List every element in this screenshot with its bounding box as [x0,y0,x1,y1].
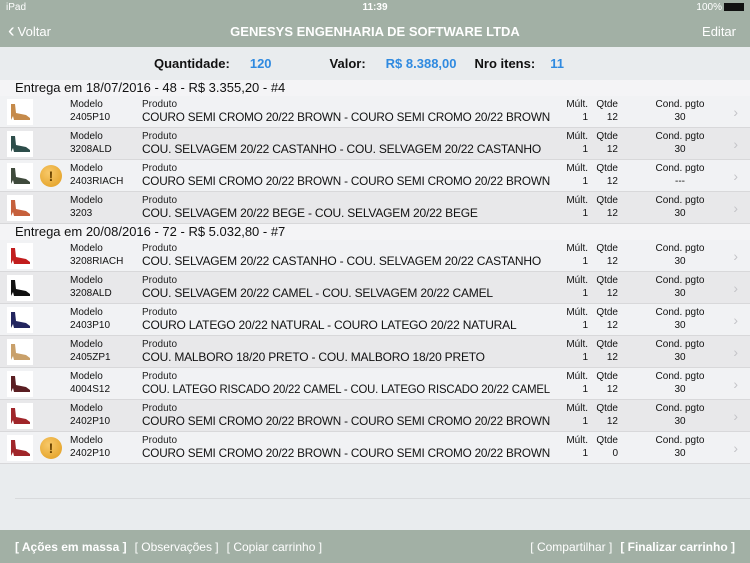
shoe-icon [8,278,32,298]
model-label: Modelo [70,307,103,318]
payment-label: Cond. pgto [655,403,705,414]
shoe-thumbnail [7,275,33,301]
payment-value: 30 [674,416,686,427]
qty-label: Qtde [596,371,618,382]
observations-button[interactable]: [ Observações ] [134,539,219,554]
chevron-right-icon: › [733,408,738,424]
product-label: Produto [142,163,178,174]
chevron-right-icon: › [733,312,738,328]
table-row[interactable] [0,304,750,336]
qty-value: 12 [606,176,618,187]
product-label: Produto [142,195,178,206]
mult-value: 1 [582,416,588,427]
shoe-icon [8,374,32,394]
summary-bar [0,47,750,80]
delivery-section-header: Entrega em 20/08/2016 - 72 - R$ 5.032,80 - #7 [0,224,750,240]
qty-label: Qtde [596,195,618,206]
model-label: Modelo [70,99,103,110]
payment-label: Cond. pgto [655,131,705,142]
product-label: Produto [142,403,178,414]
qty-value: 12 [606,384,618,395]
value-label: Valor: [329,56,366,71]
chevron-right-icon: › [733,280,738,296]
model-label: Modelo [70,403,103,414]
shoe-icon [8,406,32,426]
product-value: COURO LATEGO 20/22 NATURAL - COURO LATEGO 20/22 NATURAL [142,318,517,332]
mult-label: Múlt. [566,275,588,286]
mult-label: Múlt. [566,195,588,206]
qty-label: Qtde [596,435,618,446]
product-label: Produto [142,99,178,110]
mult-label: Múlt. [566,339,588,350]
payment-label: Cond. pgto [655,339,705,350]
chevron-right-icon: › [733,136,738,152]
chevron-right-icon: › [733,168,738,184]
model-value: 2403P10 [70,320,111,331]
model-value: 2405ZP1 [70,352,111,363]
shoe-icon [8,198,32,218]
qty-label: Qtde [596,339,618,350]
share-button[interactable]: [ Compartilhar ] [530,539,613,554]
chevron-right-icon: › [733,104,738,120]
shoe-thumbnail [7,99,33,125]
shoe-icon [8,166,32,186]
mult-label: Múlt. [566,307,588,318]
payment-label: Cond. pgto [655,435,705,446]
qty-label: Qtde [596,307,618,318]
table-row[interactable] [0,128,750,160]
mult-label: Múlt. [566,371,588,382]
model-label: Modelo [70,339,103,350]
payment-label: Cond. pgto [655,371,705,382]
product-value: COURO SEMI CROMO 20/22 BROWN - COURO SEMI CROMO 20/22 BROWN [142,110,550,124]
edit-button[interactable]: Editar [702,23,736,39]
product-label: Produto [142,371,178,382]
shoe-thumbnail [7,307,33,333]
mult-label: Múlt. [566,435,588,446]
model-value: 2402P10 [70,416,111,427]
qty-label: Qtde [596,131,618,142]
model-label: Modelo [70,163,103,174]
table-row[interactable] [0,336,750,368]
payment-label: Cond. pgto [655,163,705,174]
qty-label: Qtde [596,403,618,414]
payment-value: 30 [674,448,686,459]
table-row[interactable] [0,400,750,432]
quantity-value: 120 [249,56,272,71]
payment-value: 30 [674,288,686,299]
qty-label: Qtde [596,99,618,110]
payment-label: Cond. pgto [655,243,705,254]
mult-value: 1 [582,352,588,363]
status-bar [0,0,750,15]
qty-value: 12 [606,320,618,331]
mult-value: 1 [582,176,588,187]
table-row[interactable] [0,272,750,304]
product-value: COURO SEMI CROMO 20/22 BROWN - COURO SEMI CROMO 20/22 BROWN [142,446,550,460]
product-label: Produto [142,307,178,318]
mult-value: 1 [582,208,588,219]
product-value: COU. SELVAGEM 20/22 BEGE - COU. SELVAGEM 20/22 BEGE [142,206,478,220]
model-label: Modelo [70,243,103,254]
payment-value: 30 [674,256,686,267]
chevron-right-icon: › [733,200,738,216]
payment-label: Cond. pgto [655,195,705,206]
copy-cart-button[interactable]: [ Copiar carrinho ] [226,539,323,554]
mult-label: Múlt. [566,243,588,254]
model-label: Modelo [70,131,103,142]
navigation-bar [0,15,750,47]
qty-value: 12 [606,416,618,427]
payment-value: 30 [674,384,686,395]
product-value: COU. LATEGO RISCADO 20/22 CAMEL - COU. LATEGO RISCADO 20/22 CAMEL [142,382,550,396]
model-label: Modelo [70,275,103,286]
model-value: 3208RIACH [70,256,124,267]
shoe-icon [8,102,32,122]
items-count: 11 [550,56,564,71]
clock: 11:39 [362,2,388,13]
model-label: Modelo [70,371,103,382]
finalize-cart-button[interactable]: [ Finalizar carrinho ] [620,539,735,554]
shoe-icon [8,342,32,362]
warning-icon: ! [40,437,62,459]
chevron-right-icon: › [733,376,738,392]
chevron-right-icon: › [733,344,738,360]
mult-value: 1 [582,384,588,395]
quantity-label: Quantidade: [154,56,230,71]
shoe-thumbnail [7,403,33,429]
chevron-left-icon: ‹ [8,20,15,42]
model-value: 3208ALD [70,288,112,299]
mult-value: 1 [582,256,588,267]
qty-label: Qtde [596,275,618,286]
shoe-thumbnail [7,195,33,221]
product-value: COU. MALBORO 18/20 PRETO - COU. MALBORO 18/20 PRETO [142,350,485,364]
qty-value: 12 [606,144,618,155]
qty-value: 12 [606,288,618,299]
back-button[interactable] [8,21,51,41]
model-label: Modelo [70,435,103,446]
mult-value: 1 [582,448,588,459]
mult-value: 1 [582,288,588,299]
model-value: 2405P10 [70,112,111,123]
shoe-thumbnail [7,131,33,157]
payment-label: Cond. pgto [655,99,705,110]
table-row[interactable] [0,240,750,272]
items-label: Nro itens: [474,56,536,71]
payment-value: --- [675,176,685,187]
table-row[interactable] [0,368,750,400]
qty-value: 0 [612,448,618,459]
top-bar [0,0,750,47]
chevron-right-icon: › [733,440,738,456]
mult-value: 1 [582,320,588,331]
warning-icon: ! [40,165,62,187]
product-value: COU. SELVAGEM 20/22 CAMEL - COU. SELVAGEM 20/22 CAMEL [142,286,493,300]
model-value: 3203 [70,208,93,219]
qty-value: 12 [606,208,618,219]
payment-value: 30 [674,320,686,331]
qty-label: Qtde [596,243,618,254]
shoe-thumbnail [7,243,33,269]
shoe-thumbnail [7,371,33,397]
divider [15,498,750,499]
mult-label: Múlt. [566,131,588,142]
product-label: Produto [142,339,178,350]
bulk-actions-button[interactable]: [ Ações em massa ] [15,539,127,554]
shoe-thumbnail [7,163,33,189]
table-row[interactable] [0,432,750,464]
qty-value: 12 [606,256,618,267]
mult-label: Múlt. [566,163,588,174]
payment-label: Cond. pgto [655,307,705,318]
qty-label: Qtde [596,163,618,174]
product-value: COURO SEMI CROMO 20/22 BROWN - COURO SEMI CROMO 20/22 BROWN [142,414,550,428]
table-row[interactable] [0,160,750,192]
footer-toolbar [0,530,750,563]
battery-label: 100% [696,2,722,13]
table-row[interactable] [0,192,750,224]
model-value: 2403RIACH [70,176,124,187]
product-label: Produto [142,131,178,142]
payment-value: 30 [674,208,686,219]
shoe-icon [8,438,32,458]
mult-label: Múlt. [566,403,588,414]
shoe-thumbnail [7,435,33,461]
model-label: Modelo [70,195,103,206]
model-value: 2402P10 [70,448,111,459]
product-label: Produto [142,435,178,446]
model-value: 3208ALD [70,144,112,155]
product-value: COU. SELVAGEM 20/22 CASTANHO - COU. SELVAGEM 20/22 CASTANHO [142,254,541,268]
payment-value: 30 [674,352,686,363]
chevron-right-icon: › [733,248,738,264]
back-label: Voltar [17,23,51,39]
product-value: COU. SELVAGEM 20/22 CASTANHO - COU. SELVAGEM 20/22 CASTANHO [142,142,541,156]
device-label: iPad [6,2,27,13]
shoe-icon [8,310,32,330]
product-value: COURO SEMI CROMO 20/22 BROWN - COURO SEMI CROMO 20/22 BROWN [142,174,550,188]
table-row[interactable] [0,96,750,128]
qty-value: 12 [606,352,618,363]
payment-value: 30 [674,144,686,155]
payment-value: 30 [674,112,686,123]
page-title: GENESYS ENGENHARIA DE SOFTWARE LTDA [230,23,520,39]
model-value: 4004S12 [70,384,111,395]
qty-value: 12 [606,112,618,123]
shoe-thumbnail [7,339,33,365]
mult-value: 1 [582,144,588,155]
product-label: Produto [142,243,178,254]
delivery-section-header: Entrega em 18/07/2016 - 48 - R$ 3.355,20 - #4 [0,80,750,96]
shoe-icon [8,134,32,154]
mult-label: Múlt. [566,99,588,110]
value-amount: R$ 8.388,00 [385,56,457,71]
mult-value: 1 [582,112,588,123]
product-label: Produto [142,275,178,286]
payment-label: Cond. pgto [655,275,705,286]
shoe-icon [8,246,32,266]
